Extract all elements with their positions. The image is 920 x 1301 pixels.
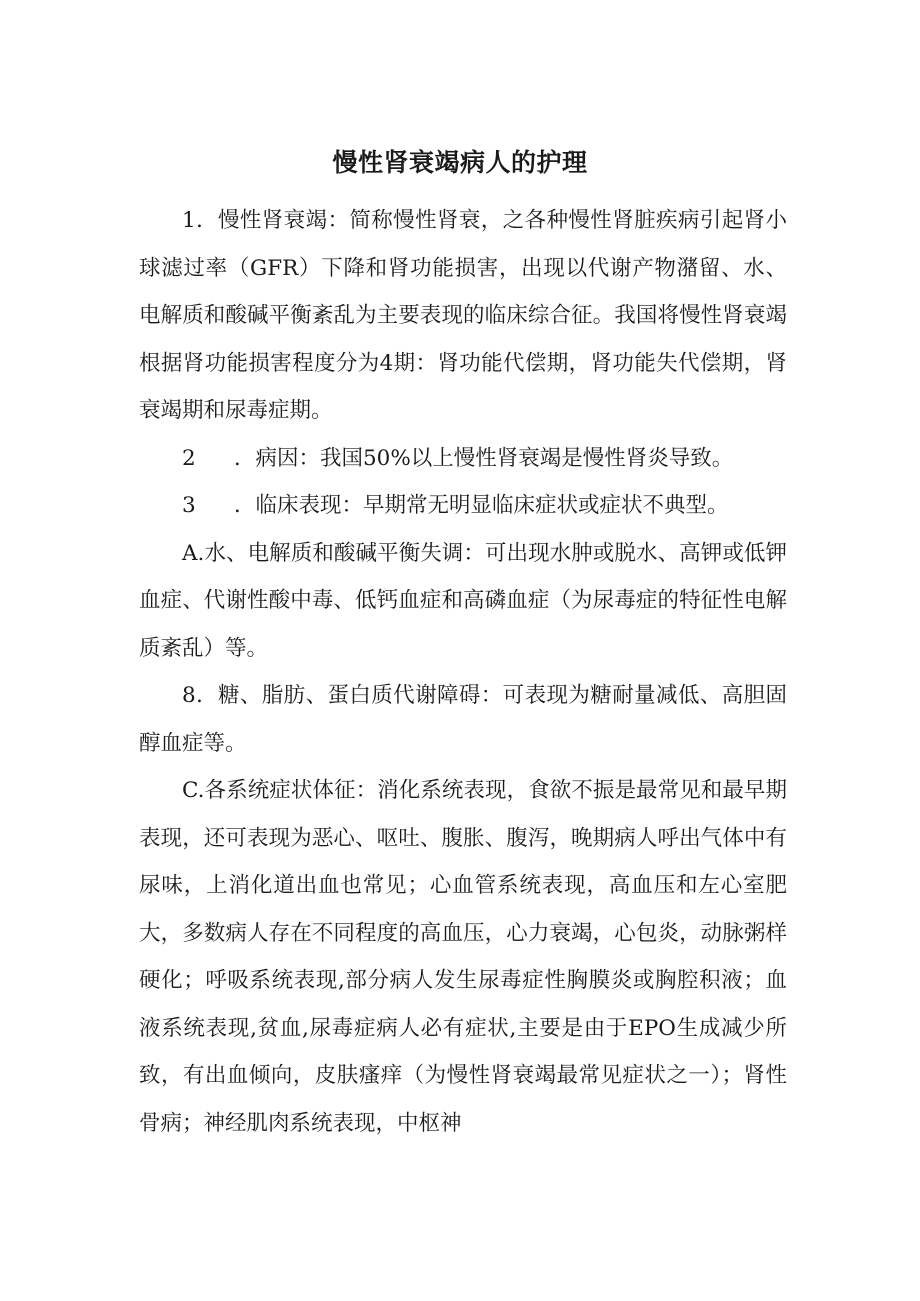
paragraph-text: ．临床表现：早期常无明显临床症状或症状不典型。	[234, 493, 729, 518]
paragraph-text: ．病因：我国50%以上慢性肾衰竭是慢性肾炎导致。	[234, 445, 734, 471]
paragraph-clinical	[139, 482, 787, 530]
paragraph-electrolyte: A.水、电解质和酸碱平衡失调：可出现水肿或脱水、高钾或低钾血症、代谢性酸中毒、低钙血症和高磷血症（为尿毒症的特征性电解质紊乱）等。	[139, 540, 787, 661]
document-body	[139, 197, 787, 1147]
paragraph-number: 3	[182, 493, 196, 518]
paragraph-metabolism: 8．糖、脂肪、蛋白质代谢障碍：可表现为糖耐量减低、高胆固醇血症等。	[139, 683, 787, 756]
paragraph-definition: 1．慢性肾衰竭：简称慢性肾衰，之各种慢性肾脏疾病引起肾小球滤过率（GFR）下降和肾功能损害，出现以代谢产物潴留、水、电解质和酸碱平衡紊乱为主要表现的临床综合征。我国将慢性肾衰竭根据肾功能损害程度分为4期：肾功能代偿期，肾功能失代偿期，肾衰竭期和尿毒症期。	[139, 208, 787, 423]
page-title: 慢性肾衰竭病人的护理	[332, 148, 588, 177]
paragraph-number: 2	[182, 445, 196, 471]
paragraph-etiology	[139, 435, 787, 483]
paragraph-systems: C.各系统症状体征：消化系统表现，食欲不振是最常见和最早期表现，还可表现为恶心、呕吐、腹胀、腹泻，晚期病人呼出气体中有尿味，上消化道出血也常见；心血管系统表现，高血压和左心室肥大，多数病人存在不同程度的高血压，心力衰竭，心包炎，动脉粥样硬化；呼吸系统表现,部分病人发生尿毒症性胸膜炎或胸腔积液；血液系统表现,贫血,尿毒症病人必有症状,主要是由于EPO生成减少所致，有出血倾向，皮肤瘙痒（为慢性肾衰竭最常见症状之一）；肾性骨病；神经肌肉系统表现，中枢神	[139, 778, 787, 1136]
